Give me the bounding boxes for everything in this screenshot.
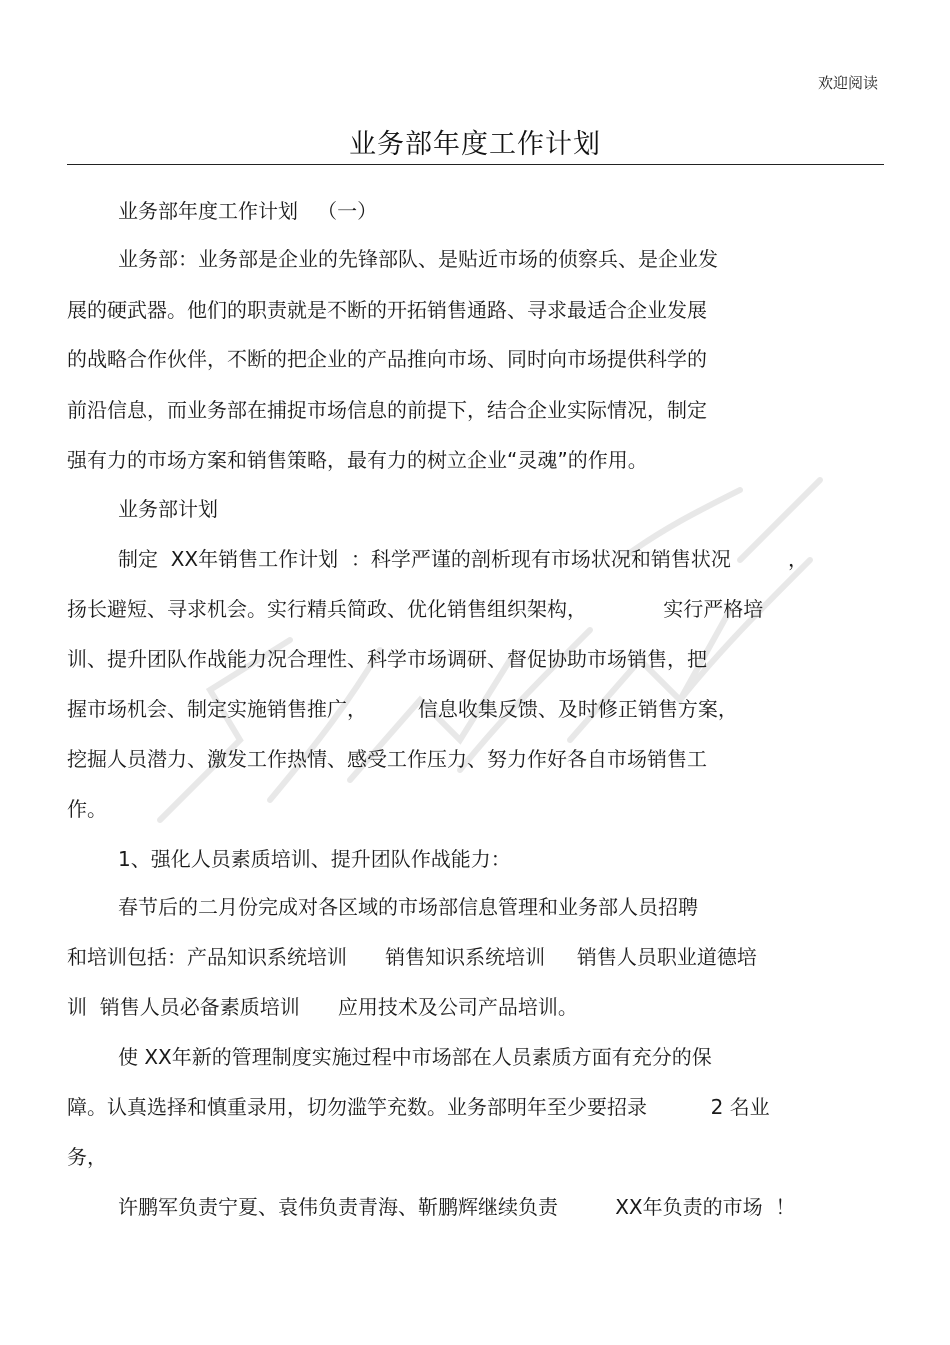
body-line: 作。	[67, 797, 107, 821]
body-line: 展的硬武器。他们的职责就是不断的开拓销售通路、寻求最适合企业发展	[67, 298, 707, 322]
body-line: 握市场机会、制定实施销售推广， 信息收集反馈、及时修正销售方案，	[67, 697, 738, 721]
header-note: 欢迎阅读	[817, 74, 878, 92]
body-line: 扬长避短、寻求机会。实行精兵简政、优化销售组织架构， 实行严格培	[67, 597, 764, 621]
body-line: 前沿信息，而业务部在捕捉市场信息的前提下，结合企业实际情况，制定	[67, 398, 707, 422]
body-line: 训、提升团队作战能力况合理性、科学市场调研、督促协助市场销售，把	[67, 647, 707, 671]
body-line: 业务部计划	[118, 497, 218, 521]
body-line: 务，	[67, 1145, 107, 1169]
title-divider	[67, 164, 884, 165]
body-line: 障。认真选择和慎重录用，切勿滥竽充数。业务部明年至少要招录 2 名业	[67, 1095, 770, 1119]
body-line: 强有力的市场方案和销售策略，最有力的树立企业“灵魂”的作用。	[67, 448, 648, 472]
body-line: 春节后的二月份完成对各区域的市场部信息管理和业务部人员招聘	[118, 895, 698, 919]
body-line: 和培训包括：产品知识系统培训 销售知识系统培训 销售人员职业道德培	[67, 945, 757, 969]
body-line: 业务部年度工作计划 （一）	[118, 199, 378, 223]
body-line: 许鹏军负责宁夏、袁伟负责青海、靳鹏辉继续负责 XX年负责的市场 ！	[118, 1195, 796, 1219]
section-heading: 1、强化人员素质培训、提升团队作战能力：	[118, 847, 511, 871]
body-line: 使 XX年新的管理制度实施过程中市场部在人员素质方面有充分的保	[118, 1045, 712, 1069]
body-line: 业务部：业务部是企业的先锋部队、是贴近市场的侦察兵、是企业发	[118, 247, 718, 271]
page-title: 业务部年度工作计划	[349, 129, 601, 160]
body-line: 训 销售人员必备素质培训 应用技术及公司产品培训。	[67, 995, 578, 1019]
body-line: 的战略合作伙伴，不断的把企业的产品推向市场、同时向市场提供科学的	[67, 347, 707, 371]
body-line: 制定 XX年销售工作计划 ：科学严谨的剖析现有市场状况和销售状况 ，	[118, 547, 809, 571]
body-line: 挖掘人员潜力、激发工作热情、感受工作压力、努力作好各自市场销售工	[67, 747, 707, 771]
